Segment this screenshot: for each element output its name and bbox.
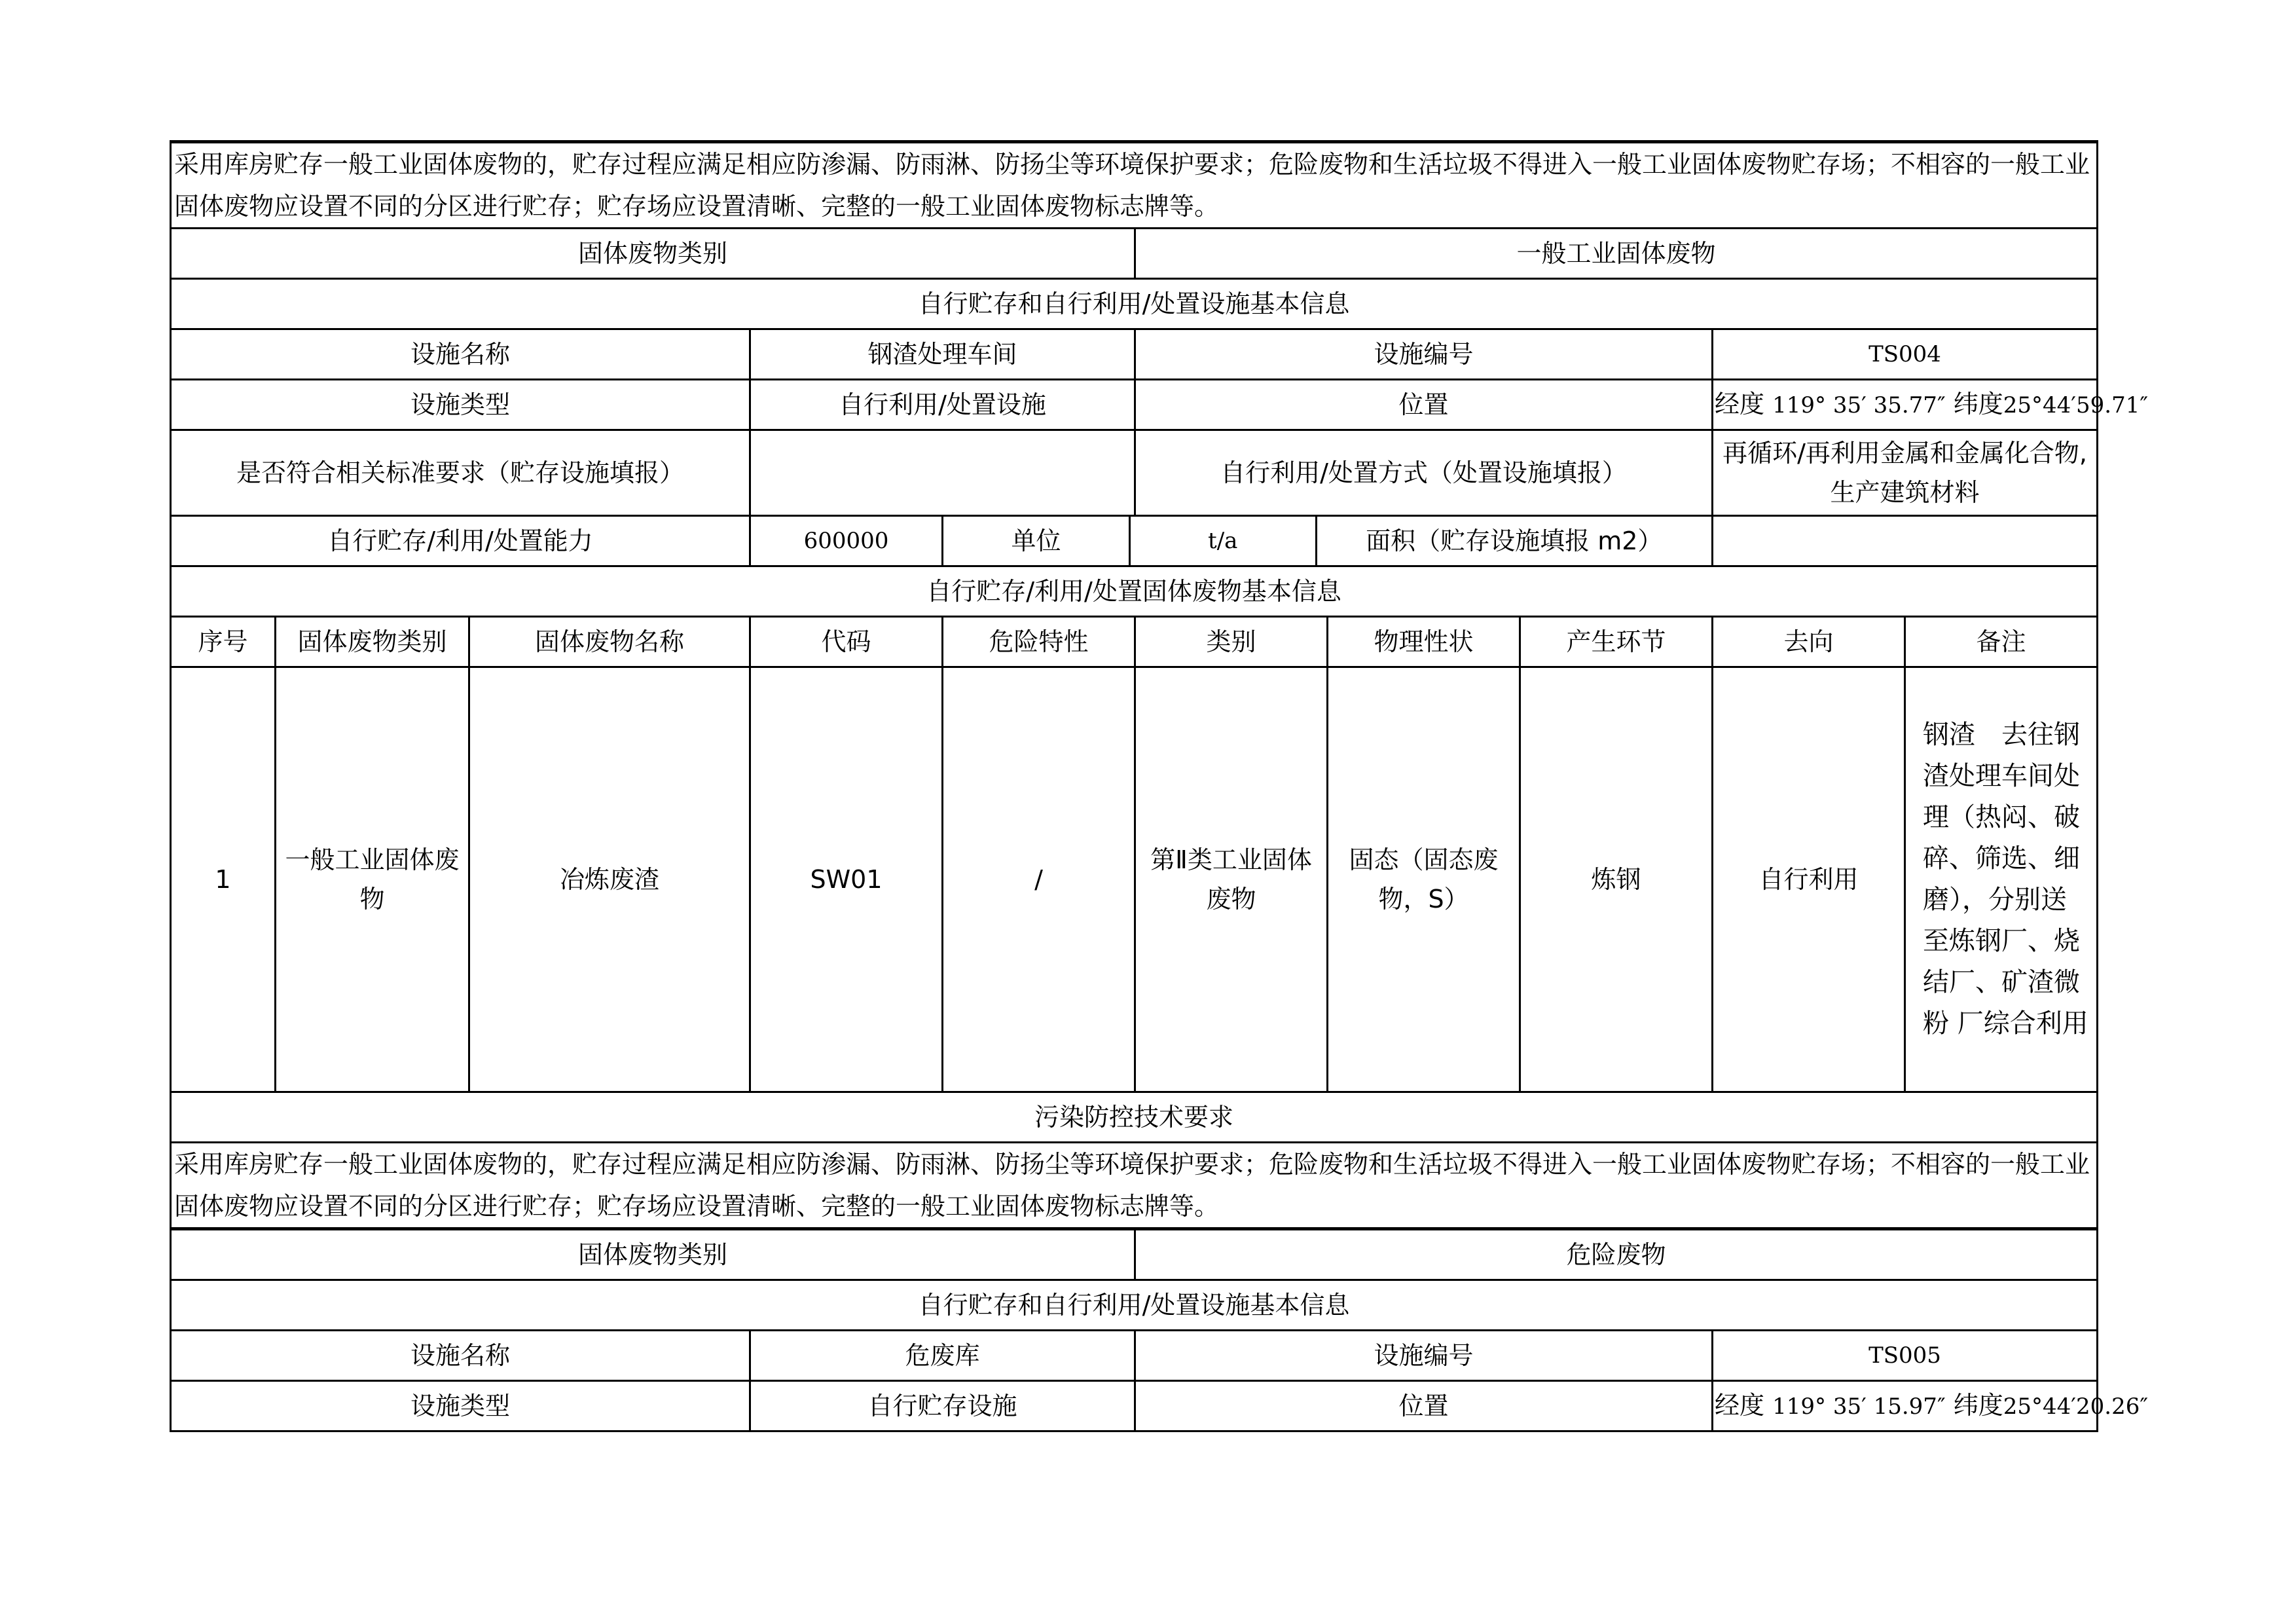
row-hazard: / <box>943 667 1135 1092</box>
capacity-value: 600000 <box>750 516 943 566</box>
unit-value: t/a <box>1130 517 1317 565</box>
facility-name-value: 钢渣处理车间 <box>750 329 1135 380</box>
waste-category-label-2: 固体废物类别 <box>171 1229 1135 1280</box>
table-row <box>171 667 2098 1092</box>
facility-type-label-2: 设施类型 <box>171 1381 750 1431</box>
row-index: 1 <box>171 667 276 1092</box>
pollution-title: 污染防控技术要求 <box>171 1092 2098 1143</box>
col-header-name: 固体废物名称 <box>469 617 750 667</box>
waste-info-title-row <box>171 566 2098 617</box>
capacity-row <box>171 516 2098 566</box>
row-class: 第Ⅱ类工业固体废物 <box>1135 667 1328 1092</box>
document-page <box>170 140 2149 1432</box>
facility-type-row-2 <box>171 1381 2098 1431</box>
capacity-unit-cell <box>943 516 1713 566</box>
facility-info-title: 自行贮存和自行利用/处置设施基本信息 <box>171 279 2098 329</box>
solid-waste-table <box>170 140 2149 1432</box>
row-category: 一般工业固体废物 <box>276 667 469 1092</box>
latitude-label-2: 纬度 <box>1953 1391 2003 1420</box>
pollution-title-row <box>171 1092 2098 1143</box>
waste-info-title: 自行贮存/利用/处置固体废物基本信息 <box>171 566 2098 617</box>
facility-info-title-row-2 <box>171 1280 2098 1331</box>
facility-name-row-2 <box>171 1331 2098 1381</box>
waste-category-row <box>171 229 2098 279</box>
facility-type-row <box>171 380 2098 430</box>
facility-type-value: 自行利用/处置设施 <box>750 380 1135 430</box>
area-value <box>1713 516 2098 566</box>
facility-code-label: 设施编号 <box>1135 329 1713 380</box>
location-label-2: 位置 <box>1135 1381 1713 1431</box>
longitude-label: 经度 <box>1715 390 1765 418</box>
col-header-class: 类别 <box>1135 617 1328 667</box>
row-code: SW01 <box>750 667 943 1092</box>
unit-label: 单位 <box>943 517 1130 565</box>
column-header-row <box>171 617 2098 667</box>
facility-name-label-2: 设施名称 <box>171 1331 750 1381</box>
area-label: 面积（贮存设施填报 m2） <box>1366 526 1663 555</box>
col-header-category: 固体废物类别 <box>276 617 469 667</box>
waste-category-row-2 <box>171 1229 2098 1280</box>
longitude-value: 119° 35′ 35.77″ <box>1772 392 1946 418</box>
intro-text-2: 采用库房贮存一般工业固体废物的，贮存过程应满足相应防渗漏、防雨淋、防扬尘等环境保护要求；危险废物和生活垃圾不得进入一般工业固体废物贮存场；不相容的一般工业固体废物应设置不同的分区进行贮存；贮存场应设置清晰、完整的一般工业固体废物标志牌等。 <box>171 1143 2098 1229</box>
latitude-value: 25°44′59.71″ <box>2003 392 2149 418</box>
col-header-destination: 去向 <box>1713 617 1905 667</box>
row-remark: 钢渣 去往钢渣处理车间处理（热闷、破碎、筛选、细磨），分别送至炼钢厂、烧结厂、矿渣微粉 厂综合利用 <box>1905 667 2098 1092</box>
facility-code-value-2: TS005 <box>1713 1331 2098 1381</box>
compliance-label: 是否符合相关标准要求（贮存设施填报） <box>171 430 750 516</box>
col-header-hazard: 危险特性 <box>943 617 1135 667</box>
facility-name-value-2: 危废库 <box>750 1331 1135 1381</box>
facility-info-title-2: 自行贮存和自行利用/处置设施基本信息 <box>171 1280 2098 1331</box>
intro-row-2 <box>171 1143 2098 1229</box>
location-value <box>1713 380 2149 430</box>
capacity-label: 自行贮存/利用/处置能力 <box>171 516 750 566</box>
col-header-stage: 产生环节 <box>1520 617 1713 667</box>
facility-name-label: 设施名称 <box>171 329 750 380</box>
row-stage: 炼钢 <box>1520 667 1713 1092</box>
method-label: 自行利用/处置方式（处置设施填报） <box>1135 430 1713 516</box>
compliance-value <box>750 430 1135 516</box>
col-header-index: 序号 <box>171 617 276 667</box>
col-header-remark: 备注 <box>1905 617 2098 667</box>
method-value: 再循环/再利用金属和金属化合物,生产建筑材料 <box>1713 430 2098 516</box>
waste-category-label: 固体废物类别 <box>171 229 1135 279</box>
col-header-code: 代码 <box>750 617 943 667</box>
waste-category-value-2: 危险废物 <box>1135 1229 2098 1280</box>
location-value-2 <box>1713 1381 2149 1431</box>
latitude-value-2: 25°44′20.26″ <box>2003 1393 2149 1420</box>
intro-text: 采用库房贮存一般工业固体废物的，贮存过程应满足相应防渗漏、防雨淋、防扬尘等环境保护要求；危险废物和生活垃圾不得进入一般工业固体废物贮存场；不相容的一般工业固体废物应设置不同的分区进行贮存；贮存场应设置清晰、完整的一般工业固体废物标志牌等。 <box>171 142 2098 229</box>
col-header-physical: 物理性状 <box>1328 617 1520 667</box>
unit-subtable <box>943 517 1711 565</box>
compliance-row <box>171 430 2098 516</box>
waste-category-value: 一般工业固体废物 <box>1135 229 2098 279</box>
row-name: 冶炼废渣 <box>469 667 750 1092</box>
longitude-label-2: 经度 <box>1715 1391 1765 1420</box>
facility-type-label: 设施类型 <box>171 380 750 430</box>
facility-code-value: TS004 <box>1713 329 2098 380</box>
facility-code-label-2: 设施编号 <box>1135 1331 1713 1381</box>
row-physical: 固态（固态废物，S） <box>1328 667 1520 1092</box>
longitude-value-2: 119° 35′ 15.97″ <box>1772 1393 1946 1420</box>
facility-type-value-2: 自行贮存设施 <box>750 1381 1135 1431</box>
row-destination: 自行利用 <box>1713 667 1905 1092</box>
location-label: 位置 <box>1135 380 1713 430</box>
intro-row <box>171 142 2098 229</box>
latitude-label: 纬度 <box>1953 390 2003 418</box>
facility-info-title-row <box>171 279 2098 329</box>
facility-name-row <box>171 329 2098 380</box>
